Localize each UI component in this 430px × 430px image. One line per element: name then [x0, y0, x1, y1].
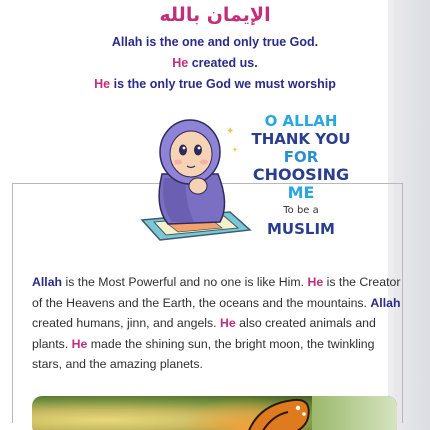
svg-text:✦: ✦ — [232, 146, 238, 154]
thanks-line-6: To be a — [283, 205, 319, 216]
intro-line-3: He is the only true God we must worship — [94, 77, 336, 91]
body-paragraph: Allah is the Most Powerful and no one is like Him. He is the Creator of the Heavens and the Earth, the oceans and the mountains. Allah created humans, jinn, and angels. He also created animals and plants. He made the shining sun, the bright moon, the twinkling stars, and the amazing planets. — [32, 275, 401, 371]
thanks-line-3: FOR — [283, 148, 319, 166]
svg-text:✦: ✦ — [226, 126, 235, 137]
thanks-line-1: O ALLAH — [264, 112, 338, 130]
arabic-title: الإيمان بالله — [159, 4, 271, 26]
thank-you-banner — [236, 112, 366, 238]
thanks-line-2: THANK YOU — [251, 130, 351, 148]
thanks-line-4: CHOOSING — [252, 165, 350, 184]
frame-right-line — [402, 183, 403, 423]
thanks-line-5: ME — [287, 183, 315, 202]
frame-left-line — [12, 183, 13, 423]
butterfly-icon — [32, 396, 397, 430]
intro-line-1: Allah is the one and only true God. — [111, 35, 319, 49]
intro-statements — [0, 32, 430, 95]
thanks-line-7: MUSLIM — [267, 220, 335, 238]
intro-line-2: He created us. — [172, 56, 258, 70]
butterfly-photo — [32, 396, 397, 430]
